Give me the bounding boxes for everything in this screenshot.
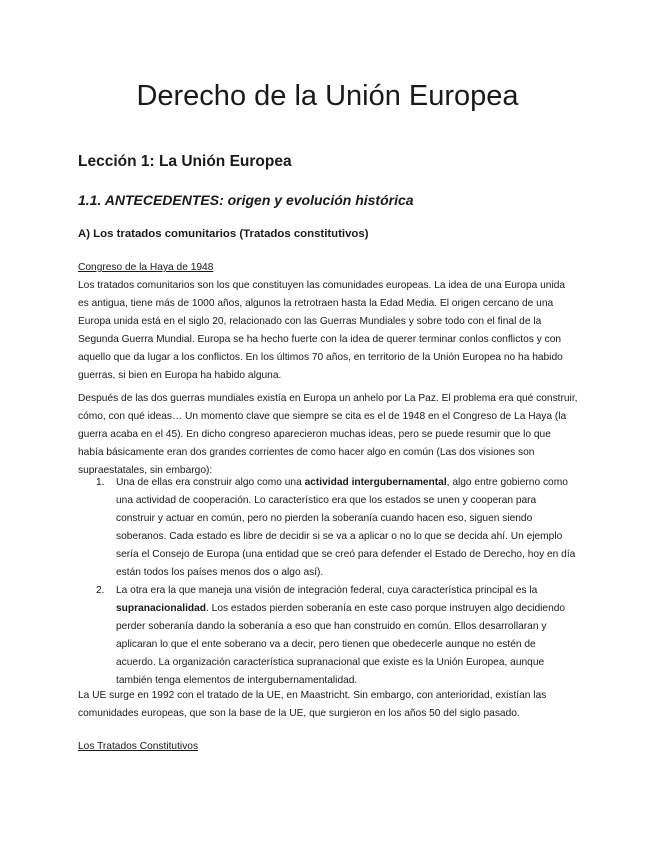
subsection-heading: A) Los tratados comunitarios (Tratados constitutivos) [78, 228, 369, 240]
list-item-text-start: La otra era la que maneja una visión de integración federal, cuya característica principal es la [116, 585, 538, 596]
list-item-number: 2. [96, 585, 105, 596]
list-item-text-start: Una de ellas era construir algo como una [116, 477, 305, 488]
list-item-number: 1. [96, 477, 105, 488]
paragraph-3: La UE surge en 1992 con el tratado de la UE, en Maastricht. Sin embargo, con anterioridad, existían las comunidades europeas, que son la base de la UE, que surgieron en los años 50 del siglo pasado. [78, 690, 547, 719]
intro-block [78, 259, 578, 385]
congreso-heading: Congreso de la Haya de 1948 [78, 262, 214, 273]
document-title: Derecho de la Unión Europea [136, 80, 519, 112]
paragraph-3-block [78, 687, 578, 723]
list-item-bold-term: supranacionalidad [116, 603, 207, 614]
list-item-text-end: , algo entre gobierno como una actividad de cooperación. Lo característico era que los estados se unen y cooperan para construir y actuar en común, pero no pierden la soberanía cuando hacen eso, siguen siendo soberanos. Cada estado es libre de decidir si se va a aplicar o no lo que se decida ahí. Un ejemplo sería el Consejo de Europa (una entidad que se creó para defender el Estado de Derecho, hoy en día están todos los países menos dos o algo así). [116, 477, 576, 578]
list-item [96, 582, 578, 690]
lesson-heading: Lección 1: La Unión Europea [78, 153, 292, 170]
tratados-heading: Los Tratados Constitutivos [78, 741, 199, 752]
paragraph-2: Después de las dos guerras mundiales existía en Europa un anhelo por La Paz. El problema era qué construir, cómo, con qué ideas… Un momento clave que siempre se cita es el de 1948 en el Congreso de La Haya (la guerra acaba en el 45). En dicho congreso aparecieron muchas ideas, pero se puede resumir que lo que había básicamente eran dos grandes corrientes de como hacer algo en común (Las dos visiones son supraestatales, sin embargo): [78, 393, 578, 476]
list-item-text-end: . Los estados pierden soberanía en este caso porque instruyen algo decidiendo perder soberanía dando la soberanía a eso que han construido en común. Ellos desarrollaran y aplicaran lo que el ente soberano va a decir, pero tienen que obedecerle aunque no estén de acuerdo. La organización característica supranacional que existe es la Unión Europea, aunque también tenga elementos de intergubernamentalidad. [116, 603, 566, 686]
list-item-bold-term: actividad intergubernamental [304, 477, 447, 488]
paragraph-2-block [78, 390, 578, 480]
list-item [96, 474, 578, 582]
paragraph-1: Los tratados comunitarios son los que constituyen las comunidades europeas. La idea de una Europa unida es antigua, tiene más de 1000 años, algunos la retrotraen hasta la Edad Media. El origen cercano de una Europa unida está en el siglo 20, relacionado con las Guerras Mundiales y sobre todo con el final de la Segunda Guerra Mundial. Europa se ha hecho fuerte con la idea de querer terminar conlos conflictos y con aquello que da lugar a los conflictos. En los últimos 70 años, en territorio de la Unión Europea no ha habido guerras, si bien en Europa ha habido alguna. [78, 280, 566, 381]
section-heading: 1.1. ANTECEDENTES: origen y evolución histórica [78, 192, 414, 208]
numbered-list [96, 474, 578, 690]
